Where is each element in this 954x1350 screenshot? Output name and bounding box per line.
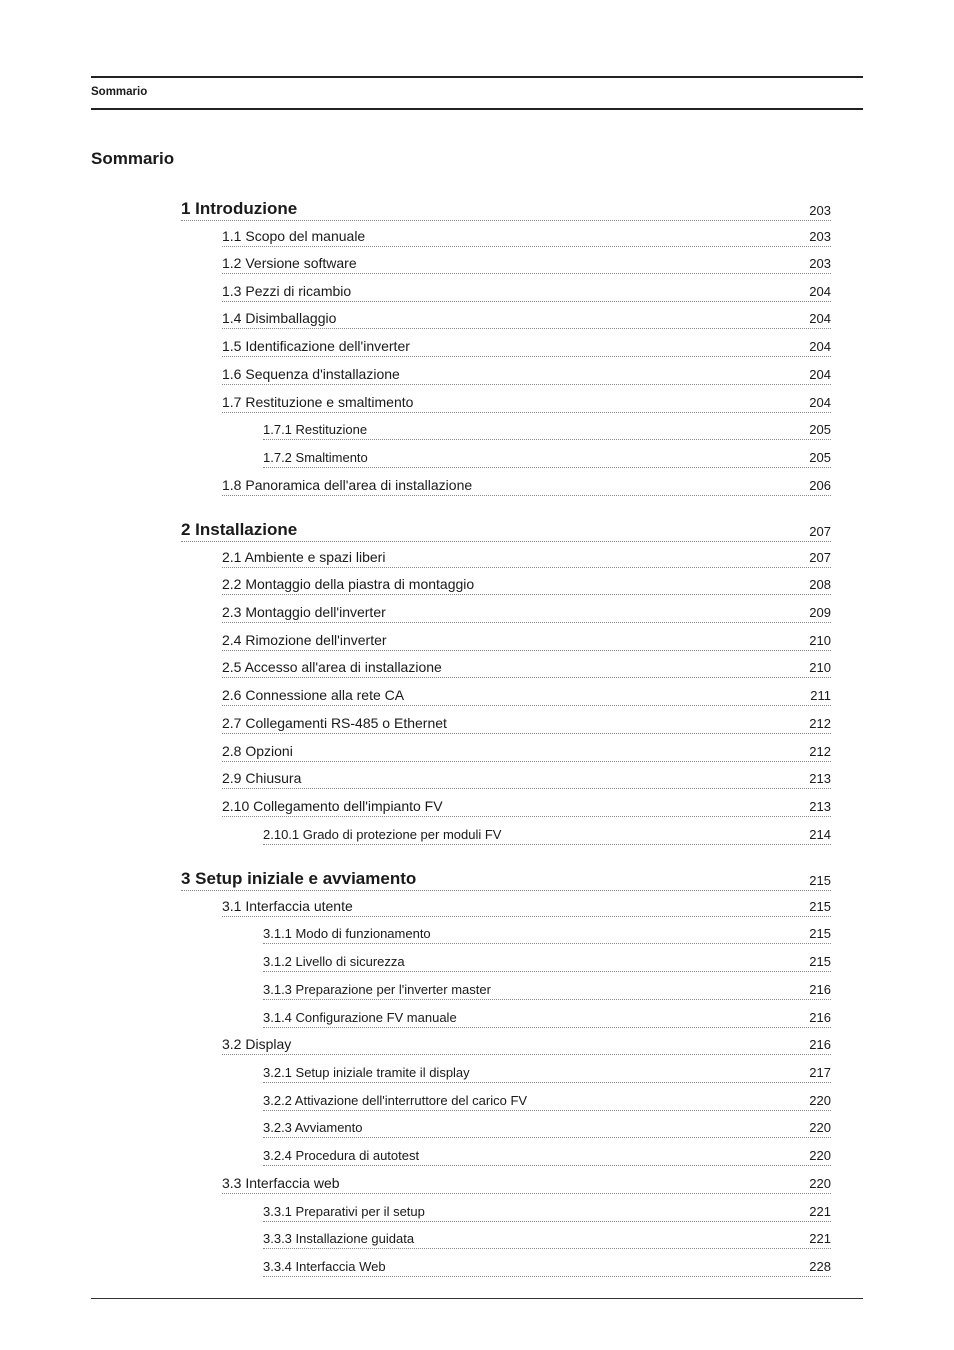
- toc-entry-page: 215: [809, 926, 831, 941]
- toc-entry[interactable]: [263, 978, 831, 1000]
- toc-entry-page: 205: [809, 450, 831, 465]
- toc-entry[interactable]: [181, 195, 831, 221]
- toc-entry-page: 210: [809, 660, 831, 675]
- toc-entry-title: 3.1 Interfaccia utente: [222, 898, 353, 914]
- toc-entry-page: 214: [809, 827, 831, 842]
- toc-entry-page: 207: [809, 550, 831, 565]
- toc-entry-page: 220: [809, 1093, 831, 1108]
- toc-entry-title: 3.2.1 Setup iniziale tramite il display: [263, 1065, 470, 1080]
- toc-entry[interactable]: [222, 335, 831, 357]
- toc-entry-title: 3.2.4 Procedura di autotest: [263, 1148, 420, 1163]
- toc-entry[interactable]: [222, 795, 831, 817]
- toc-entry-page: 212: [809, 716, 831, 731]
- toc-entry-page: 216: [809, 1037, 831, 1052]
- running-head: Sommario: [91, 86, 148, 98]
- toc-entry-title: 2.7 Collegamenti RS-485 o Ethernet: [222, 715, 447, 731]
- toc-entry-page: 207: [809, 524, 831, 539]
- toc-entry-page: 211: [810, 688, 831, 703]
- toc-entry-title: 2 Installazione: [181, 520, 298, 539]
- toc-entry[interactable]: [222, 391, 831, 413]
- toc-entry-page: 215: [809, 899, 831, 914]
- toc-entry-title: 1.4 Disimballaggio: [222, 310, 337, 326]
- toc-entry[interactable]: [263, 418, 831, 440]
- toc-entry-page: 204: [809, 395, 831, 410]
- toc-entry[interactable]: [263, 446, 831, 468]
- toc-entry[interactable]: [263, 1200, 831, 1222]
- toc-entry[interactable]: [222, 1172, 831, 1194]
- toc-entry[interactable]: [222, 656, 831, 678]
- toc-entry-title: 2.4 Rimozione dell'inverter: [222, 632, 387, 648]
- toc-entry-page: 203: [809, 203, 831, 218]
- toc-entry[interactable]: [263, 1006, 831, 1028]
- toc-entry-page: 208: [809, 577, 831, 592]
- toc-entry[interactable]: [222, 363, 831, 385]
- toc-entry[interactable]: [222, 546, 831, 568]
- toc-entry[interactable]: [181, 516, 831, 542]
- toc-entry[interactable]: [222, 684, 831, 706]
- toc-entry-page: 220: [809, 1120, 831, 1135]
- toc-entry[interactable]: [222, 307, 831, 329]
- page-title: Sommario: [91, 149, 175, 168]
- toc-entry-page: 204: [809, 339, 831, 354]
- toc-entry-title: 2.5 Accesso all'area di installazione: [222, 659, 442, 675]
- toc-entry-title: 3.2.3 Avviamento: [263, 1120, 363, 1135]
- toc-entry-page: 205: [809, 422, 831, 437]
- toc-entry-title: 2.1 Ambiente e spazi liberi: [222, 549, 386, 565]
- toc-entry-page: 204: [809, 284, 831, 299]
- toc-entry[interactable]: [263, 1227, 831, 1249]
- toc-entry-title: 1.1 Scopo del manuale: [222, 228, 366, 244]
- toc-entry[interactable]: [263, 1255, 831, 1277]
- toc-entry-title: 1.5 Identificazione dell'inverter: [222, 338, 410, 354]
- toc-entry-page: 215: [809, 873, 831, 888]
- toc-entry-title: 3.1.4 Configurazione FV manuale: [263, 1010, 457, 1025]
- toc-entry-title: 2.10.1 Grado di protezione per moduli FV: [263, 827, 502, 842]
- toc-entry-page: 203: [809, 229, 831, 244]
- toc-entry-page: 204: [809, 367, 831, 382]
- toc-entry[interactable]: [222, 895, 831, 917]
- toc-entry-page: 212: [809, 744, 831, 759]
- toc-entry-title: 2.2 Montaggio della piastra di montaggio: [222, 576, 475, 592]
- toc-entry[interactable]: [263, 1144, 831, 1166]
- toc-entry-title: 1.6 Sequenza d'installazione: [222, 366, 400, 382]
- toc-entry[interactable]: [263, 1061, 831, 1083]
- toc-entry-title: 1.7.2 Smaltimento: [263, 450, 368, 465]
- toc-entry[interactable]: [222, 629, 831, 651]
- toc-entry-title: 1.7.1 Restituzione: [263, 422, 368, 437]
- toc-entry-page: 228: [809, 1259, 831, 1274]
- toc-entry[interactable]: [263, 823, 831, 845]
- toc-entry-title: 3.1.1 Modo di funzionamento: [263, 926, 431, 941]
- toc-entry-title: 2.10 Collegamento dell'impianto FV: [222, 798, 443, 814]
- toc-entry-title: 1.7 Restituzione e smaltimento: [222, 394, 414, 410]
- toc-entry-title: 3.3.4 Interfaccia Web: [263, 1259, 386, 1274]
- toc-entry-title: 3.3.1 Preparativi per il setup: [263, 1204, 425, 1219]
- toc-entry-title: 3.2.2 Attivazione dell'interruttore del carico FV: [263, 1093, 528, 1108]
- toc-entry-title: 2.3 Montaggio dell'inverter: [222, 604, 386, 620]
- toc-entry[interactable]: [222, 225, 831, 247]
- toc-entry[interactable]: [222, 601, 831, 623]
- toc-entry-title: 3.1.2 Livello di sicurezza: [263, 954, 405, 969]
- toc-entry-page: 216: [809, 1010, 831, 1025]
- toc-entry-title: 2.9 Chiusura: [222, 770, 302, 786]
- toc-entry-page: 216: [809, 982, 831, 997]
- toc-entry-title: 1.2 Versione software: [222, 255, 357, 271]
- toc-entry-title: 3.3 Interfaccia web: [222, 1175, 340, 1191]
- toc-entry[interactable]: [222, 252, 831, 274]
- toc-entry[interactable]: [222, 280, 831, 302]
- toc-entry-page: 215: [809, 954, 831, 969]
- toc-entry[interactable]: [263, 950, 831, 972]
- toc-entry[interactable]: [263, 1089, 831, 1111]
- toc-entry-title: 2.6 Connessione alla rete CA: [222, 687, 405, 703]
- toc-entry[interactable]: [222, 767, 831, 789]
- toc-entry-page: 213: [809, 799, 831, 814]
- toc-entry-page: 203: [809, 256, 831, 271]
- toc-entry[interactable]: [222, 474, 831, 496]
- toc-entry-page: 220: [809, 1148, 831, 1163]
- toc-entry-title: 3 Setup iniziale e avviamento: [181, 869, 417, 888]
- toc-entry-page: 213: [809, 771, 831, 786]
- toc-entry[interactable]: [263, 1116, 831, 1138]
- toc-entry-page: 217: [809, 1065, 831, 1080]
- toc-entry-title: 3.1.3 Preparazione per l'inverter master: [263, 982, 491, 997]
- footer-rule: [91, 1298, 863, 1299]
- toc-entry[interactable]: [181, 865, 831, 891]
- toc-entry-title: 3.3.3 Installazione guidata: [263, 1231, 415, 1246]
- toc-entry[interactable]: [222, 573, 831, 595]
- toc-entry[interactable]: [222, 712, 831, 734]
- toc-entry-page: 206: [809, 478, 831, 493]
- toc-entry-title: 1.3 Pezzi di ricambio: [222, 283, 352, 299]
- toc-entry-page: 210: [809, 633, 831, 648]
- toc-entry-title: 3.2 Display: [222, 1036, 292, 1052]
- toc-entry-page: 204: [809, 311, 831, 326]
- toc-entry-page: 220: [809, 1176, 831, 1191]
- toc-entry[interactable]: [263, 922, 831, 944]
- toc-entry-title: 1 Introduzione: [181, 199, 298, 218]
- toc-entry[interactable]: [222, 1033, 831, 1055]
- toc-entry-page: 221: [809, 1204, 831, 1219]
- toc-entry-title: 2.8 Opzioni: [222, 743, 293, 759]
- toc-entry-page: 221: [809, 1231, 831, 1246]
- toc-entry-page: 209: [809, 605, 831, 620]
- toc-entry[interactable]: [222, 740, 831, 762]
- toc-entry-title: 1.8 Panoramica dell'area di installazione: [222, 477, 473, 493]
